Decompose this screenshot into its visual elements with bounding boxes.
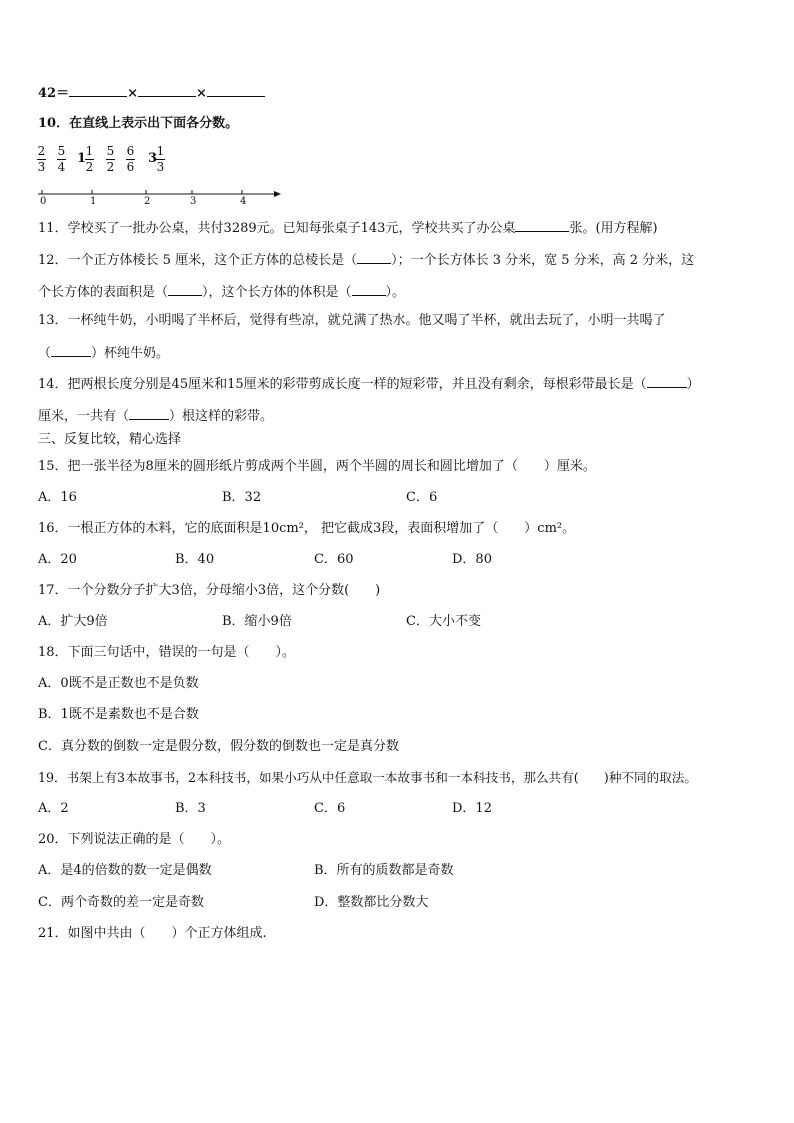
q17-option-c[interactable]: C．大小不变 xyxy=(406,614,481,629)
q10-mixed-whole-3: 3 xyxy=(148,151,158,166)
q16-option-c[interactable]: C．60 xyxy=(314,552,354,567)
q10-fraction-3-1-3: 1 3 xyxy=(156,144,165,174)
q10-question: 10．在直线上表示出下面各分数。 xyxy=(38,116,239,131)
q17-option-a[interactable]: A．扩大9倍 xyxy=(38,614,108,629)
q10-fraction-2-3: 2 3 xyxy=(37,144,46,174)
q9-equation-line xyxy=(38,84,265,102)
q14-blank-1[interactable] xyxy=(647,375,687,388)
q20-option-b[interactable]: B．所有的质数都是奇数 xyxy=(314,863,454,878)
q15-option-a[interactable]: A．16 xyxy=(38,490,77,505)
q15-question: 15．把一张半径为8厘米的圆形纸片剪成两个半圆，两个半圆的周长和圆比增加了（ ）厘米。 xyxy=(38,459,596,474)
q20-question: 20．下列说法正确的是（ ）。 xyxy=(38,832,231,847)
q10-fraction-1-1-2: 1 2 xyxy=(85,144,94,174)
q14-line-1: 14．把两根长度分别是45厘米和15厘米的彩带剪成长度一样的短彩带，并且没有剩余，每根彩带最长是（ ） xyxy=(38,377,700,392)
q13-line-2: （ ）杯纯牛奶。 xyxy=(38,346,170,361)
q14-line-2: 厘米，一共有（ ）根这样的彩带。 xyxy=(38,409,274,424)
q15-option-b[interactable]: B．32 xyxy=(222,490,262,505)
q9-times-2: × xyxy=(196,86,207,101)
q19-option-d[interactable]: D．12 xyxy=(452,801,492,816)
q9-times-1: × xyxy=(127,86,138,101)
q18-option-b[interactable]: B．1既不是素数也不是合数 xyxy=(38,707,199,722)
q13-blank[interactable] xyxy=(51,344,91,357)
q21-question: 21．如图中共由（ ）个正方体组成. xyxy=(38,926,267,941)
q19-option-a[interactable]: A．2 xyxy=(38,801,69,816)
q9-blank-2[interactable] xyxy=(138,84,196,97)
q10-tick-label-0: 0 xyxy=(40,196,47,207)
q17-question: 17．一个分数分子扩大3倍，分母缩小3倍，这个分数( ) xyxy=(38,583,381,598)
q11-answer-blank[interactable] xyxy=(515,219,569,232)
q19-option-b[interactable]: B．3 xyxy=(175,801,206,816)
section-3-heading: 三、反复比较，精心选择 xyxy=(38,432,182,447)
q20-option-a[interactable]: A．是4的倍数的数一定是偶数 xyxy=(38,863,212,878)
q10-tick-label-1: 1 xyxy=(90,196,97,207)
q12-blank-1[interactable] xyxy=(357,251,391,264)
q19-question: 19．书架上有3本故事书，2本科技书，如果小巧从中任意取一本故事书和一本科技书，那么共有( )种不同的取法。 xyxy=(38,770,697,785)
q13-line-1: 13．一杯纯牛奶，小明喝了半杯后，觉得有些凉，就兑满了热水。他又喝了半杯，就出去玩了，小明一共喝了 xyxy=(38,313,666,328)
q12-blank-3[interactable] xyxy=(352,283,386,296)
q9-blank-3[interactable] xyxy=(207,84,265,97)
q10-fraction-5-4: 5 4 xyxy=(57,144,66,174)
q12-blank-2[interactable] xyxy=(168,283,202,296)
q19-option-c[interactable]: C．6 xyxy=(314,801,346,816)
q10-tick-label-4: 4 xyxy=(240,196,247,207)
q10-tick-label-3: 3 xyxy=(190,196,197,207)
q9-blank-1[interactable] xyxy=(69,84,127,97)
q14-blank-2[interactable] xyxy=(129,407,169,420)
q20-option-d[interactable]: D．整数都比分数大 xyxy=(314,895,429,910)
q15-option-c[interactable]: C．6 xyxy=(406,490,438,505)
q10-mixed-whole-1: 1 xyxy=(77,151,87,166)
q10-number-line-arrow xyxy=(274,191,281,197)
q18-option-a[interactable]: A．0既不是正数也不是负数 xyxy=(38,676,199,691)
q18-question: 18．下面三句话中，错误的一句是（ ）。 xyxy=(38,645,296,660)
q12-line-2: 个长方体的表面积是（ ），这个长方体的体积是（ ）。 xyxy=(38,285,406,300)
q11-question: 11．学校买了一批办公桌，共付3289元。已知每张桌子143元，学校共买了办公桌 张。(用方程解) xyxy=(38,221,658,236)
q16-question: 16．一根正方体的木料，它的底面积是10cm²， 把它截成3段，表面积增加了（ ）cm²。 xyxy=(38,521,576,536)
q10-fraction-5-2: 5 2 xyxy=(106,144,115,174)
q10-fraction-6-6: 6 6 xyxy=(126,144,135,174)
q9-prefix: 42＝ xyxy=(38,86,70,101)
q10-tick-label-2: 2 xyxy=(144,196,151,207)
q17-option-b[interactable]: B．缩小9倍 xyxy=(222,614,292,629)
q12-line-1: 12．一个正方体棱长 5 厘米，这个正方体的总棱长是（ ）；一个长方体长 3 分米，宽 5 分米，高 2 分米，这 xyxy=(38,253,695,268)
q10-number-line xyxy=(36,187,286,201)
q18-option-c[interactable]: C．真分数的倒数一定是假分数，假分数的倒数也一定是真分数 xyxy=(38,739,399,754)
q16-option-a[interactable]: A．20 xyxy=(38,552,77,567)
q16-option-d[interactable]: D．80 xyxy=(452,552,492,567)
q20-option-c[interactable]: C．两个奇数的差一定是奇数 xyxy=(38,895,204,910)
q16-option-b[interactable]: B．40 xyxy=(175,552,215,567)
